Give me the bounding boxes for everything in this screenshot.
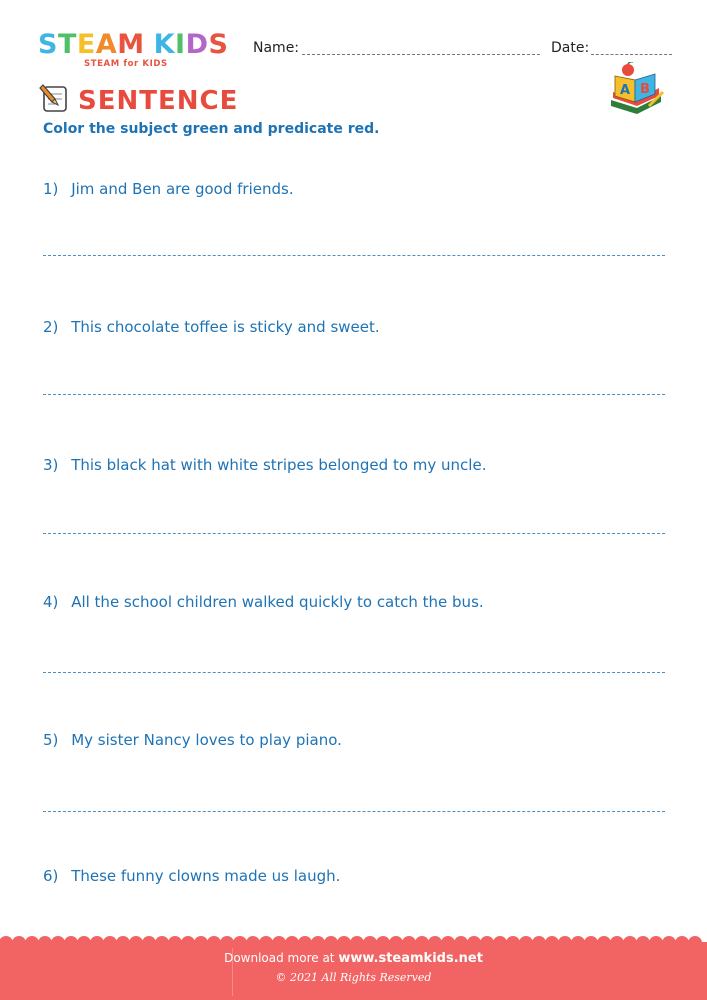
question-number: 3) — [43, 456, 59, 474]
logo-wordmark — [38, 31, 238, 58]
instruction-text: Color the subject green and predicate red. — [43, 121, 380, 137]
answer-line[interactable] — [43, 671, 665, 673]
logo-letter: S — [38, 29, 58, 60]
logo-subtitle: STEAM for KIDS — [84, 59, 168, 69]
question-item — [43, 867, 340, 885]
abc-books-icon — [607, 62, 665, 114]
question-text: Jim and Ben are good friends. — [71, 180, 294, 198]
question-number: 2) — [43, 318, 59, 336]
steam-kids-logo — [38, 31, 238, 71]
question-number: 6) — [43, 867, 59, 885]
svg-text:B: B — [640, 82, 650, 97]
question-number: 1) — [43, 180, 59, 198]
question-number: 4) — [43, 593, 59, 611]
answer-line[interactable] — [43, 393, 665, 395]
question-item — [43, 731, 342, 749]
logo-letter: D — [185, 29, 209, 60]
footer-download — [0, 951, 707, 966]
scroll-pencil-icon — [38, 81, 72, 115]
question-item — [43, 593, 484, 611]
logo-letter: A — [95, 29, 118, 60]
date-field[interactable] — [591, 53, 672, 55]
logo-letter: S — [208, 29, 229, 60]
question-text: This black hat with white stripes belonged to my uncle. — [71, 456, 487, 474]
answer-line[interactable] — [43, 810, 665, 812]
logo-letter: E — [76, 29, 96, 60]
question-text: All the school children walked quickly to catch the bus. — [71, 593, 484, 611]
answer-line[interactable] — [43, 254, 665, 256]
question-item — [43, 318, 380, 336]
footer-scallop-edge — [0, 934, 707, 950]
name-field[interactable] — [302, 53, 540, 55]
question-text: My sister Nancy loves to play piano. — [71, 731, 342, 749]
question-item — [43, 456, 486, 474]
date-label: Date: — [551, 40, 590, 56]
footer-copyright: © 2021 All Rights Reserved — [275, 971, 432, 984]
question-number: 5) — [43, 731, 59, 749]
page-title: SENTENCE — [78, 86, 239, 116]
logo-letter: T — [57, 29, 77, 60]
svg-text:A: A — [620, 83, 631, 98]
logo-letter: I — [175, 29, 186, 60]
question-text: This chocolate toffee is sticky and sweet. — [71, 318, 380, 336]
logo-letter: M — [117, 29, 145, 60]
logo-letter: K — [153, 29, 176, 60]
footer-download-prefix: Download more at — [224, 951, 335, 965]
footer-url-link[interactable]: www.steamkids.net — [338, 951, 483, 966]
answer-line[interactable] — [43, 532, 665, 534]
question-item — [43, 180, 294, 198]
question-text: These funny clowns made us laugh. — [71, 867, 341, 885]
name-label: Name: — [253, 40, 300, 56]
